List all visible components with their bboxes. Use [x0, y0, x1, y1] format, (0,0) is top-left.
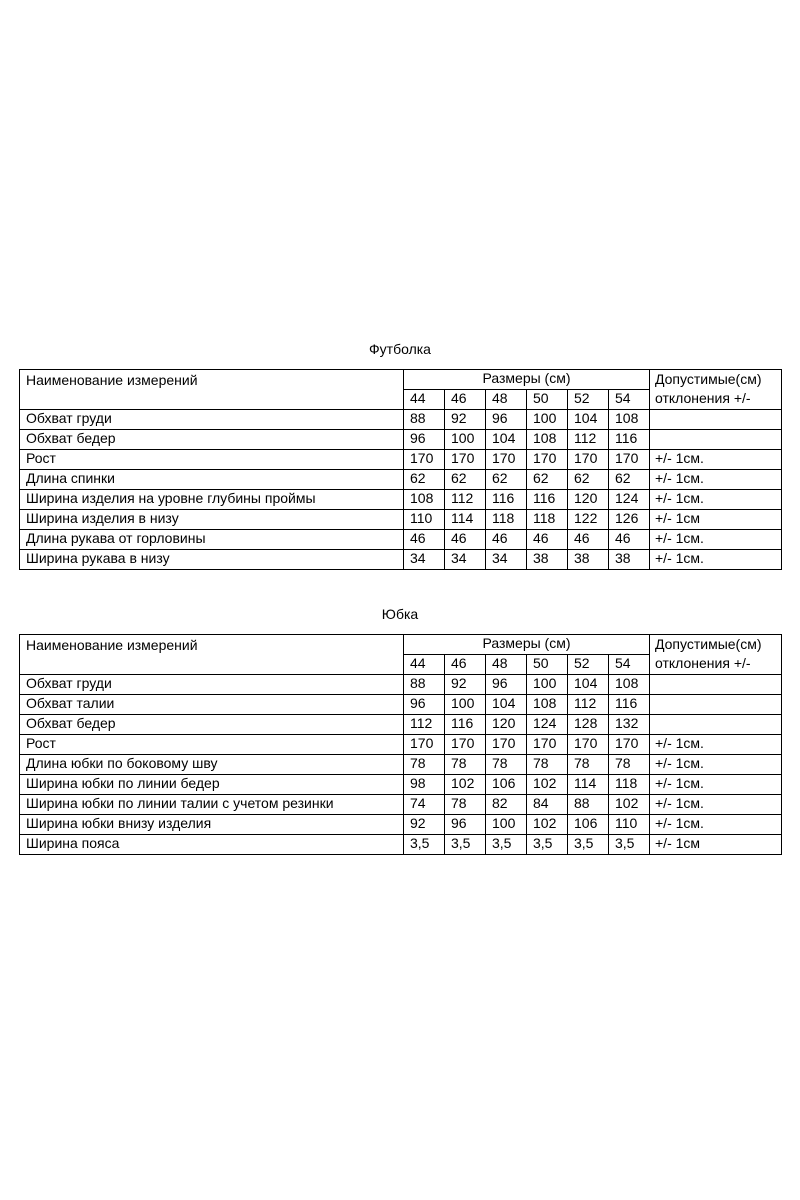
measurement-value: 62: [568, 470, 609, 490]
measurement-value: 106: [486, 775, 527, 795]
measurement-value: 96: [486, 675, 527, 695]
table-row: [20, 795, 782, 815]
table-row: [20, 450, 782, 470]
measurement-name: Длина спинки: [20, 470, 404, 490]
measurement-name: Длина рукава от горловины: [20, 530, 404, 550]
measurement-value: 62: [486, 470, 527, 490]
tolerance-value: +/- 1см.: [650, 795, 782, 815]
sizes-header: Размеры (см): [404, 370, 650, 390]
tolerance-header-line2: отклонения +/-: [655, 655, 751, 671]
measurement-value: 3,5: [445, 835, 486, 855]
measurement-value: 88: [404, 410, 445, 430]
tolerance-value: +/- 1см.: [650, 490, 782, 510]
size-header-cell: 46: [445, 390, 486, 410]
tolerance-value: +/- 1см.: [650, 775, 782, 795]
measurement-value: 104: [568, 675, 609, 695]
measurement-value: 3,5: [527, 835, 568, 855]
measurement-value: 116: [609, 695, 650, 715]
tolerance-value: +/- 1см.: [650, 530, 782, 550]
measurement-value: 3,5: [568, 835, 609, 855]
measurement-value: 38: [568, 550, 609, 570]
table-row: [20, 835, 782, 855]
measurement-name: Обхват бедер: [20, 715, 404, 735]
tolerance-value: [650, 715, 782, 735]
measurement-value: 78: [445, 795, 486, 815]
measurement-value: 114: [568, 775, 609, 795]
measurement-value: 102: [527, 815, 568, 835]
measurement-value: 100: [527, 675, 568, 695]
size-header-cell: 54: [609, 390, 650, 410]
measurement-value: 46: [445, 530, 486, 550]
measurement-value: 108: [527, 695, 568, 715]
measurement-value: 82: [486, 795, 527, 815]
measurement-value: 78: [568, 755, 609, 775]
measurement-value: 46: [568, 530, 609, 550]
measurement-value: 102: [609, 795, 650, 815]
measurement-value: 112: [568, 430, 609, 450]
measurement-value: 84: [527, 795, 568, 815]
measurement-value: 118: [486, 510, 527, 530]
tolerance-header: [650, 370, 782, 410]
skirt-section-title: Юбка: [381, 606, 419, 622]
table-row: [20, 815, 782, 835]
measurement-value: 112: [568, 695, 609, 715]
tshirt-size-table: [19, 369, 782, 570]
tolerance-value: +/- 1см: [650, 510, 782, 530]
sizes-header: Размеры (см): [404, 635, 650, 655]
table-row: [20, 550, 782, 570]
measurement-name-header: Наименование измерений: [20, 370, 404, 410]
table-row: [20, 775, 782, 795]
tshirt-section-title: Футболка: [369, 341, 431, 357]
measurement-value: 170: [486, 450, 527, 470]
tolerance-value: [650, 430, 782, 450]
measurement-value: 62: [404, 470, 445, 490]
measurement-value: 102: [445, 775, 486, 795]
measurement-value: 104: [568, 410, 609, 430]
measurement-value: 92: [445, 410, 486, 430]
measurement-value: 170: [445, 735, 486, 755]
tolerance-value: +/- 1см.: [650, 815, 782, 835]
measurement-value: 116: [445, 715, 486, 735]
table-row: [20, 490, 782, 510]
measurement-name: Длина юбки по боковому шву: [20, 755, 404, 775]
tolerance-header: [650, 635, 782, 675]
measurement-value: 62: [609, 470, 650, 490]
table-row: [20, 510, 782, 530]
measurement-value: 128: [568, 715, 609, 735]
measurement-value: 114: [445, 510, 486, 530]
measurement-name-header: Наименование измерений: [20, 635, 404, 675]
measurement-value: 170: [609, 735, 650, 755]
size-header-cell: 48: [486, 655, 527, 675]
measurement-value: 3,5: [609, 835, 650, 855]
measurement-name: Обхват груди: [20, 675, 404, 695]
measurement-value: 96: [404, 430, 445, 450]
measurement-value: 124: [527, 715, 568, 735]
measurement-value: 118: [527, 510, 568, 530]
measurement-value: 126: [609, 510, 650, 530]
measurement-value: 34: [486, 550, 527, 570]
measurement-name: Ширина пояса: [20, 835, 404, 855]
measurement-value: 46: [404, 530, 445, 550]
measurement-value: 34: [404, 550, 445, 570]
table-row: [20, 470, 782, 490]
measurement-value: 124: [609, 490, 650, 510]
measurement-name: Рост: [20, 450, 404, 470]
measurement-value: 108: [609, 410, 650, 430]
table-row: [20, 695, 782, 715]
size-header-cell: 52: [568, 390, 609, 410]
measurement-value: 100: [445, 695, 486, 715]
measurement-value: 170: [568, 735, 609, 755]
measurement-value: 38: [609, 550, 650, 570]
size-header-cell: 52: [568, 655, 609, 675]
skirt-size-table: [19, 634, 782, 855]
measurement-value: 170: [527, 450, 568, 470]
measurement-value: 88: [404, 675, 445, 695]
measurement-value: 62: [527, 470, 568, 490]
measurement-value: 96: [486, 410, 527, 430]
measurement-value: 108: [404, 490, 445, 510]
measurement-value: 74: [404, 795, 445, 815]
table-row: [20, 410, 782, 430]
table-row: [20, 755, 782, 775]
tolerance-value: [650, 695, 782, 715]
measurement-value: 46: [609, 530, 650, 550]
size-header-cell: 50: [527, 655, 568, 675]
tolerance-value: +/- 1см.: [650, 550, 782, 570]
measurement-value: 170: [568, 450, 609, 470]
tolerance-value: +/- 1см.: [650, 755, 782, 775]
measurement-value: 100: [445, 430, 486, 450]
size-header-cell: 54: [609, 655, 650, 675]
measurement-value: 108: [527, 430, 568, 450]
header-row: [20, 370, 782, 390]
tolerance-value: +/- 1см.: [650, 470, 782, 490]
measurement-value: 46: [527, 530, 568, 550]
measurement-name: Обхват груди: [20, 410, 404, 430]
measurement-name: Ширина изделия на уровне глубины проймы: [20, 490, 404, 510]
measurement-value: 3,5: [486, 835, 527, 855]
measurement-value: 78: [609, 755, 650, 775]
measurement-value: 62: [445, 470, 486, 490]
measurement-value: 3,5: [404, 835, 445, 855]
measurement-value: 78: [486, 755, 527, 775]
measurement-value: 108: [609, 675, 650, 695]
measurement-value: 170: [486, 735, 527, 755]
measurement-name: Ширина юбки по линии талии с учетом резинки: [20, 795, 404, 815]
measurement-value: 170: [404, 735, 445, 755]
table-row: [20, 530, 782, 550]
table-row: [20, 430, 782, 450]
measurement-value: 116: [609, 430, 650, 450]
measurement-value: 92: [404, 815, 445, 835]
measurement-value: 106: [568, 815, 609, 835]
tolerance-value: [650, 675, 782, 695]
measurement-value: 78: [445, 755, 486, 775]
measurement-value: 92: [445, 675, 486, 695]
measurement-value: 104: [486, 430, 527, 450]
measurement-value: 34: [445, 550, 486, 570]
tolerance-header-line1: Допустимые(см): [655, 636, 762, 652]
tolerance-value: [650, 410, 782, 430]
tolerance-value: +/- 1см.: [650, 450, 782, 470]
measurement-value: 120: [486, 715, 527, 735]
tolerance-header-line2: отклонения +/-: [655, 390, 751, 406]
size-header-cell: 48: [486, 390, 527, 410]
measurement-value: 100: [527, 410, 568, 430]
tolerance-value: +/- 1см.: [650, 735, 782, 755]
tolerance-header-line1: Допустимые(см): [655, 371, 762, 387]
measurement-value: 88: [568, 795, 609, 815]
measurement-value: 110: [404, 510, 445, 530]
measurement-name: Ширина юбки внизу изделия: [20, 815, 404, 835]
measurement-value: 78: [404, 755, 445, 775]
measurement-value: 112: [445, 490, 486, 510]
measurement-value: 170: [609, 450, 650, 470]
measurement-value: 110: [609, 815, 650, 835]
table-row: [20, 675, 782, 695]
measurement-value: 170: [445, 450, 486, 470]
measurement-value: 116: [527, 490, 568, 510]
measurement-value: 46: [486, 530, 527, 550]
measurement-value: 118: [609, 775, 650, 795]
measurement-name: Ширина юбки по линии бедер: [20, 775, 404, 795]
measurement-value: 170: [527, 735, 568, 755]
size-header-cell: 44: [404, 655, 445, 675]
measurement-name: Обхват бедер: [20, 430, 404, 450]
table-row: [20, 715, 782, 735]
measurement-value: 120: [568, 490, 609, 510]
tolerance-value: +/- 1см: [650, 835, 782, 855]
measurement-value: 98: [404, 775, 445, 795]
size-header-cell: 50: [527, 390, 568, 410]
measurement-name: Ширина рукава в низу: [20, 550, 404, 570]
measurement-value: 132: [609, 715, 650, 735]
measurement-value: 170: [404, 450, 445, 470]
measurement-value: 104: [486, 695, 527, 715]
measurement-value: 96: [404, 695, 445, 715]
measurement-value: 96: [445, 815, 486, 835]
measurement-name: Ширина изделия в низу: [20, 510, 404, 530]
measurement-value: 116: [486, 490, 527, 510]
measurement-value: 122: [568, 510, 609, 530]
measurement-value: 102: [527, 775, 568, 795]
size-header-cell: 46: [445, 655, 486, 675]
measurement-name: Обхват талии: [20, 695, 404, 715]
table-row: [20, 735, 782, 755]
measurement-value: 78: [527, 755, 568, 775]
header-row: [20, 635, 782, 655]
measurement-value: 112: [404, 715, 445, 735]
measurement-value: 38: [527, 550, 568, 570]
size-header-cell: 44: [404, 390, 445, 410]
measurement-value: 100: [486, 815, 527, 835]
measurement-name: Рост: [20, 735, 404, 755]
